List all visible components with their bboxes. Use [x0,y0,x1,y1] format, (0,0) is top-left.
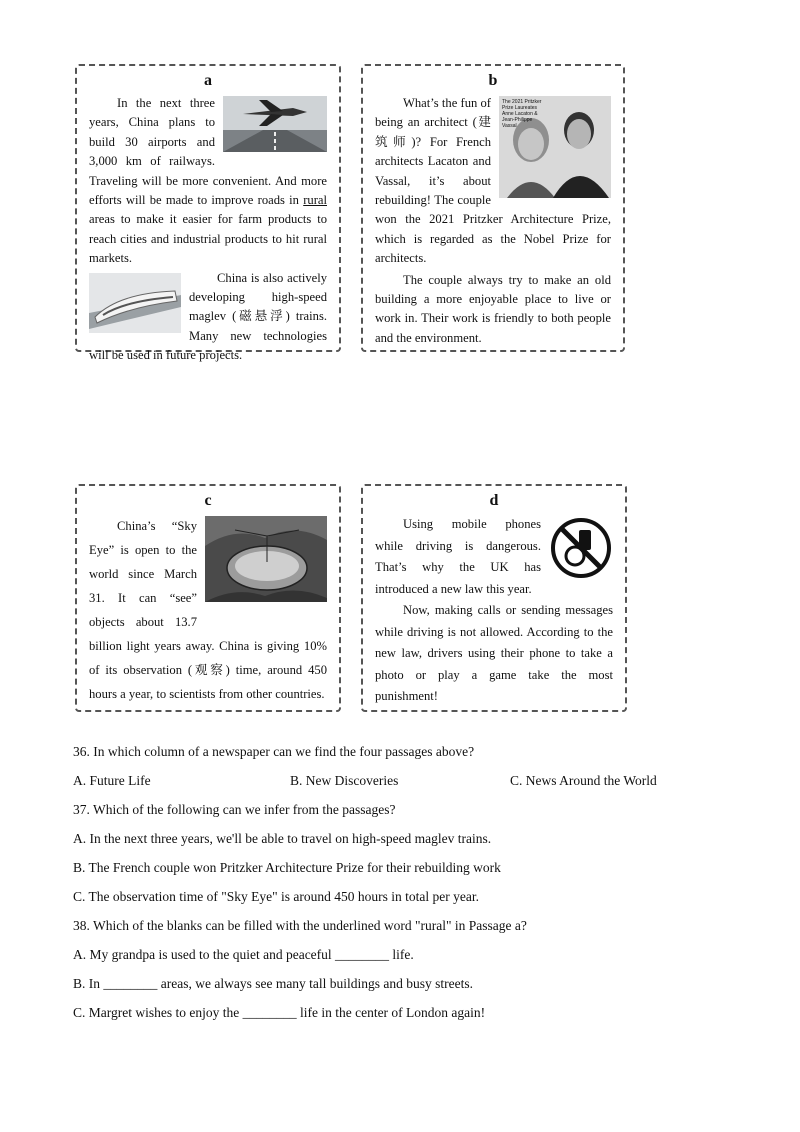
passage-d-paragraph-1: Using mobile phones while driving is dangerous. That’s why the UK has introduced a new law this year. [375,517,541,596]
passage-d-box [361,484,627,712]
question-38: 38. Which of the blanks can be filled with the underlined word "rural" in Passage a? [73,918,527,933]
question-38-option-b: B. In ________ areas, we always see many tall buildings and busy streets. [73,976,474,991]
no-phone-while-driving-icon [549,516,613,585]
passage-d-paragraph-2: Now, making calls or sending messages while driving is not allowed. According to the new law, drivers using their phone to take a photo or play a game take the most punishment! [375,603,613,703]
question-36-option-b: B. New Discoveries [290,773,399,788]
architects-photo-caption: The 2021 Pritzker Prize Laureates Anne Lacaton & Jean-Philippe Vassal [502,99,542,129]
passage-b-paragraph-2: The couple always try to make an old building a more enjoyable place to live or work in. Their work is friendly to both people and the environment. [375,272,611,345]
sky-eye-telescope-photo [205,516,327,607]
airplane-photo [223,96,327,157]
passage-c-box [75,484,341,712]
question-36: 36. In which column of a newspaper can we find the four passages above? [73,744,475,759]
question-37: 37. Which of the following can we infer from the passages? [73,802,396,817]
passage-a-box [75,64,341,363]
passage-a-paragraph-2: China is also actively developing high-speed maglev (磁悬浮) trains. Many new technologies will be used in future projects. [89,270,327,363]
passage-a-text-2: areas to make it easier for farm products to reach cities and industrial products to hit rural markets. [89,212,327,266]
passage-a-text-1: In the next three years, China plans to build 30 airports and 3,000 km of railways. Traveling will be more convenient. And more efforts will be made to improve roads in [89,96,327,208]
maglev-train-photo [89,273,181,338]
passage-a-label: a [204,72,212,89]
passage-d-label: d [489,492,499,509]
question-37-option-c: C. The observation time of "Sky Eye" is around 450 hours in total per year. [73,889,479,904]
passage-c-paragraph-1: China’s “Sky Eye” is open to the world since March 31. It can “see” objects about 13.7 billion light years away. China is giving 10% of its observation (观察) time, around 450 hours a year, to scientists from other countries. [89,519,327,701]
question-38-option-a: A. My grandpa is used to the quiet and peaceful ________ life. [73,947,414,962]
underlined-word-rural: rural [303,193,327,208]
question-36-option-a: A. Future Life [73,773,151,788]
passage-b-box [361,64,625,352]
passage-b-paragraph-1: What’s the fun of being an architect (建筑师)? For French architects Lacaton and Vassal, it’s about rebuilding! The couple won the 2021 Pritzker Architecture Prize, which is regarded as the Nobel Prize for architects. [375,96,611,266]
passage-c-label: c [204,492,212,509]
passage-b-label: b [488,72,498,89]
question-37-option-b: B. The French couple won Pritzker Architecture Prize for their rebuilding work [73,860,501,875]
question-37-option-a: A. In the next three years, we'll be able to travel on high-speed maglev trains. [73,831,492,846]
question-38-option-c: C. Margret wishes to enjoy the ________ life in the center of London again! [73,1005,486,1020]
architects-portrait-photo [499,96,611,203]
question-36-option-c: C. News Around the World [510,773,657,788]
